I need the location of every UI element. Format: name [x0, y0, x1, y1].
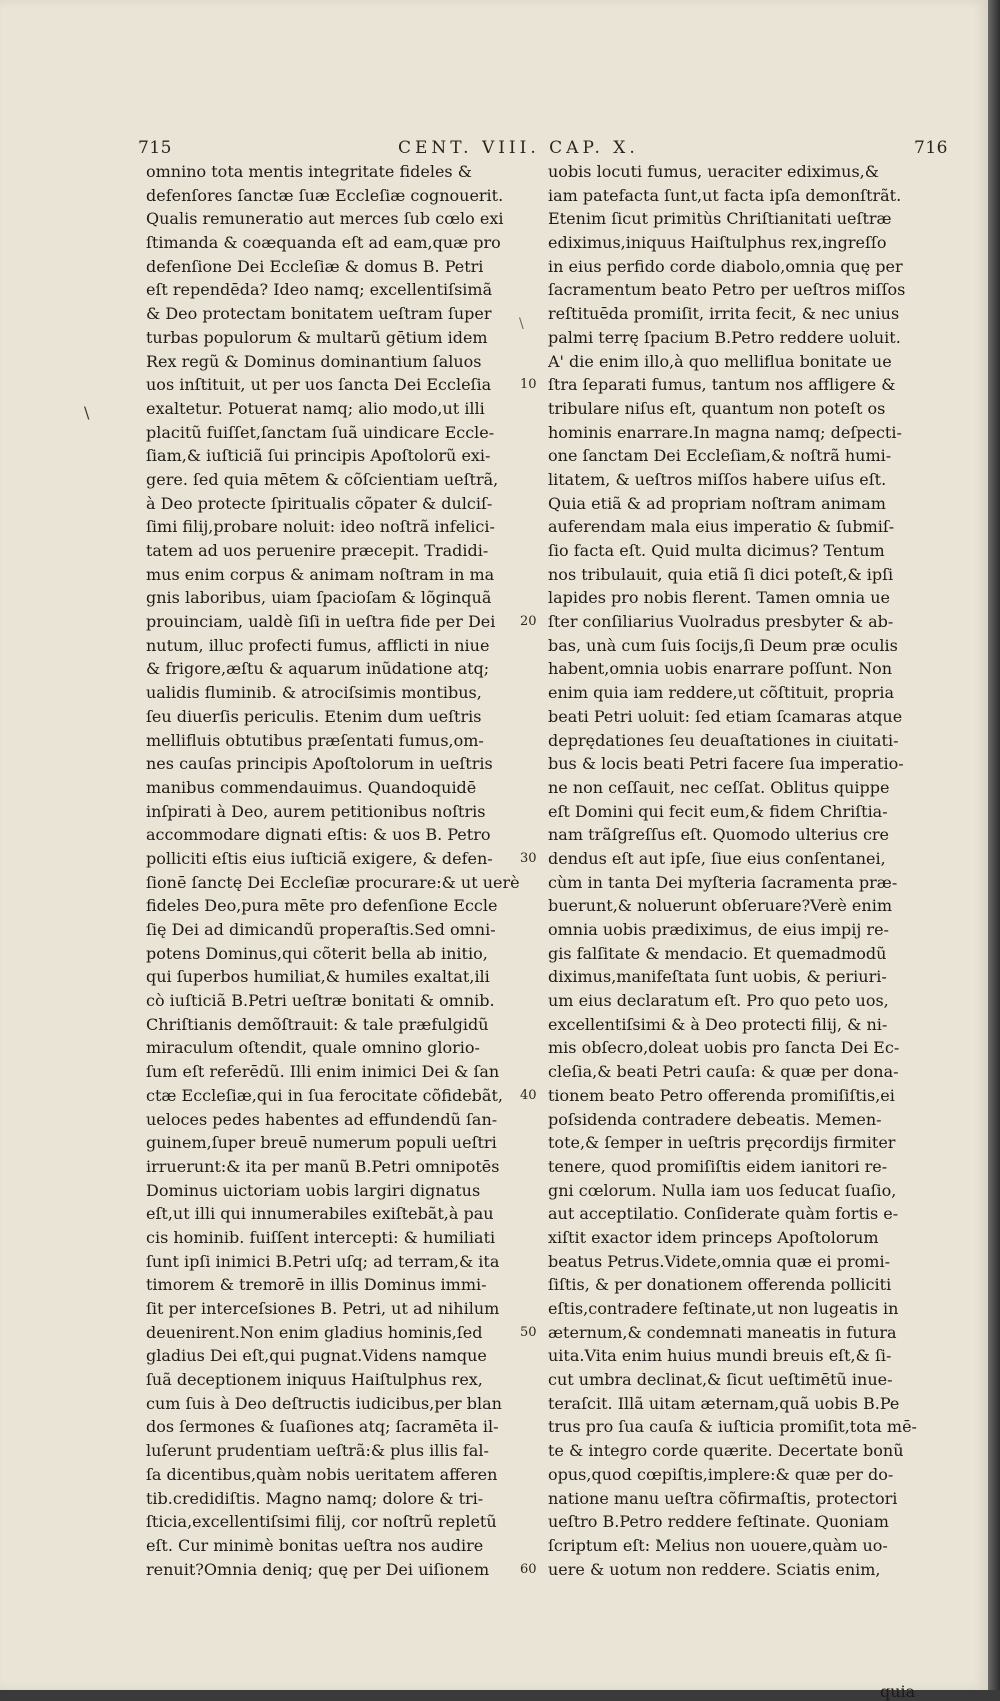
text-line: renuit?Omnia deniq; quę per Dei uiſionem — [146, 1559, 490, 1579]
catchword: quia — [880, 1682, 916, 1701]
text-line: Dominus uictoriam uobis largiri dignatus — [146, 1180, 481, 1200]
chapter-heading: CENT. VIII. CAP. X. — [398, 138, 639, 158]
text-line: eſtis,contradere feſtinate,ut non lugeatis in — [548, 1299, 899, 1318]
text-line: prouinciam, ualdè ſiſi in ueſtra fide per Dei — [146, 612, 496, 632]
text-line: & Deo protectam bonitatem ueſtram ſuper — [146, 304, 492, 324]
text-line: ſunt ipſi inimici B.Petri uſq; ad terram,& ita — [146, 1251, 500, 1271]
text-line: tribulare niſus eſt, quantum non poteſt os — [548, 398, 886, 418]
text-line: ſeu diuerſis periculis. Etenim dum ueſtris — [146, 706, 482, 726]
text-line: mus enim corpus & animam noſtram in ma — [146, 564, 495, 584]
text-line: guinem,ſuper breuē numerum populi ueſtri — [146, 1133, 497, 1153]
text-line: litatem, & ueſtros miſſos habere uiſus eſt. — [548, 469, 887, 489]
text-line: nam trãſgreſſus eſt. Quomodo ulterius cre — [548, 825, 890, 845]
text-line: cò iuſticiã B.Petri ueſtræ bonitati & omnib. — [146, 991, 495, 1011]
text-line: nos tribulauit, quia etiã ſi dici poteſt,& ipſi — [548, 564, 894, 584]
text-line: excellentiſsimi & à Deo protecti filij, & ni- — [548, 1014, 888, 1034]
text-line: ſtimanda & coæquanda eſt ad eam,quæ pro — [146, 233, 501, 253]
page-number-right: 716 — [914, 138, 948, 158]
page-number-left: 715 — [138, 138, 172, 158]
text-line: enim quia iam reddere,ut cõſtituit, propria — [548, 683, 895, 703]
text-line: ſię Dei ad dimicandũ properaſtis.Sed omni- — [146, 920, 496, 939]
text-line: ſimi filij,probare noluit: ideo noſtrã infelici- — [146, 517, 495, 537]
text-line: ediximus,iniquus Haiſtulphus rex,ingreſſo — [548, 233, 887, 253]
text-line: buerunt,& noluerunt obſeruare?Verè enim — [548, 896, 892, 916]
text-line: iam patefacta ſunt,ut facta ipſa demonſtrãt. — [548, 185, 902, 205]
text-line: gere. ſed quia mētem & cõſcientiam ueſtrã, — [146, 469, 499, 489]
text-line: beatus Petrus.Videte,omnia quæ ei promi- — [548, 1251, 890, 1271]
text-line: inſpirati à Deo, aurem petitionibus noſtris — [146, 801, 486, 821]
text-line: ſcriptum eſt: Melius non uouere,quàm uo- — [548, 1535, 888, 1555]
text-line: A' die enim illo,à quo melliflua bonitate ue — [548, 351, 892, 371]
text-line: gnis laboribus, uiam ſpacioſam & lõginquã — [146, 588, 492, 608]
text-line: beati Petri uoluit: ſed etiam ſcamaras atque — [548, 706, 903, 726]
text-line: cum ſuis à Deo deſtructis iudicibus,per blan — [146, 1393, 502, 1413]
line-number: 10 — [520, 377, 537, 393]
text-line: luſerunt prudentiam ueſtrã:& plus illis fal- — [146, 1441, 489, 1461]
line-number: 30 — [520, 851, 537, 867]
text-line: bas, unà cum ſuis ſocijs,ſi Deum præ oculis — [548, 635, 898, 655]
text-line: eſt,ut illi qui innumerabiles exiſtebãt,à pau — [146, 1204, 494, 1224]
text-line: cleſia,& beati Petri cauſa: & quæ per dona- — [548, 1062, 899, 1082]
text-line: ualidis fluminib. & atrociſsimis montibus, — [146, 683, 482, 703]
text-line: Rex regũ & Dominus dominantium ſaluos — [146, 351, 482, 371]
text-line: nes cauſas principis Apoſtolorum in ueſtris — [146, 754, 493, 774]
text-column-left — [146, 160, 524, 1581]
margin-tick: \ — [519, 316, 524, 332]
line-number: 20 — [520, 614, 537, 630]
text-line: à Deo protecte ſpiritualis cõpater & dulciſ- — [146, 493, 493, 513]
text-line: defenſione Dei Eccleſiæ & domus B. Petri — [146, 256, 484, 276]
text-line: te & integro corde quærite. Decertate bonũ — [548, 1441, 904, 1461]
text-line: palmi terrę ſpacium B.Petro reddere uoluit. — [548, 327, 901, 347]
text-line: reſtituēda promiſit, irrita fecit, & nec unius — [548, 304, 900, 324]
text-line: tionem beato Petro offerenda promiſiſtis,ei — [548, 1085, 895, 1105]
line-number: 50 — [520, 1325, 537, 1341]
text-line: uobis locuti fumus, ueraciter ediximus,& — [548, 162, 879, 181]
text-line: one ſanctam Dei Eccleſiam,& noſtrã humi- — [548, 446, 892, 466]
text-line: deprędationes ſeu deuaſtationes in ciuitati- — [548, 730, 899, 750]
text-line: timorem & tremorē in illis Dominus immi- — [146, 1275, 487, 1295]
text-line: turbas populorum & multarũ gētium idem — [146, 327, 488, 347]
text-line: habent,omnia uobis enarrare poſſunt. Non — [548, 659, 893, 679]
text-line: cùm in tanta Dei myſteria ſacramenta præ- — [548, 872, 898, 892]
text-line: Quia etiã & ad propriam noſtram animam — [548, 493, 886, 513]
text-line: qui ſuperbos humiliat,& humiles exaltat,ili — [146, 967, 490, 987]
text-line: trus pro ſua cauſa & iuſticia promiſit,tota mē- — [548, 1417, 917, 1437]
text-line: uos inſtituit, ut per uos ſancta Dei Eccleſia — [146, 375, 492, 395]
text-line: ctæ Eccleſiæ,qui in ſua ferocitate cõfidebãt, — [146, 1085, 503, 1105]
text-line: ſtra ſeparati fumus, tantum nos affligere & — [548, 375, 896, 395]
text-line: ſionē ſanctę Dei Eccleſiæ procurare:& ut uerè — [146, 872, 520, 892]
text-line: æternum,& condemnati maneatis in futura — [548, 1322, 897, 1342]
line-number: 60 — [520, 1562, 537, 1578]
text-line: teraſcit. Illã uitam æternam,quã uobis B.Pe — [548, 1393, 900, 1413]
text-line: accommodare dignati eſtis: & uos B. Petro — [146, 825, 491, 845]
text-line: ſum eſt referēdũ. Illi enim inimici Dei & ſan — [146, 1062, 500, 1082]
text-line: manibus commendauimus. Quandoquidē — [146, 777, 477, 797]
text-line: omnino tota mentis integritate fideles & — [146, 162, 472, 181]
text-line: placitũ fuiſſet,ſanctam ſuã uindicare Eccle- — [146, 422, 495, 442]
text-line: polliciti eſtis eius iuſticiã exigere, & defen- — [146, 848, 493, 868]
text-line: ſio facta eſt. Quid multa dicimus? Tentum — [548, 541, 885, 560]
text-line: ſuã deceptionem iniquus Haiſtulphus rex, — [146, 1370, 483, 1390]
text-line: miraculum oſtendit, quale omnino glorio- — [146, 1038, 480, 1058]
text-line: defenſores ſanctæ ſuæ Eccleſiæ cognouerit. — [146, 185, 504, 205]
text-line: opus,quod cœpiſtis,implere:& quæ per do- — [548, 1464, 894, 1484]
text-line: tenere, quod promiſiſtis eidem ianitori re- — [548, 1156, 888, 1176]
text-line: eſt rependēda? Ideo namq; excellentiſsimã — [146, 280, 493, 300]
text-line: eſt. Cur minimè bonitas ueſtra nos audire — [146, 1535, 484, 1555]
text-line: dendus eſt aut ipſe, ſiue eius conſentanei, — [548, 848, 886, 868]
text-line: ſit per interceſsiones B. Petri, ut ad nihilum — [146, 1299, 500, 1318]
text-line: hominis enarrare.In magna namq; deſpecti- — [548, 422, 902, 442]
text-line: mis obſecro,doleat uobis pro ſancta Dei Ec- — [548, 1038, 900, 1058]
text-line: omnia uobis prædiximus, de eius impij re- — [548, 920, 889, 939]
text-line: tote,& ſemper in ueſtris pręcordijs firmiter — [548, 1133, 896, 1153]
text-line: ſiſtis, & per donationem offerenda polliciti — [548, 1275, 892, 1295]
text-line: in eius perfido corde diabolo,omnia quę per — [548, 256, 903, 276]
text-line: tatem ad uos peruenire præcepit. Tradidi- — [146, 541, 489, 560]
text-line: poſsidenda contradere debeatis. Memen- — [548, 1109, 882, 1129]
running-head — [138, 138, 948, 162]
text-line: irruerunt:& ita per manũ B.Petri omnipotēs — [146, 1156, 500, 1176]
text-line: gni cœlorum. Nulla iam uos ſeducat ſuaſio, — [548, 1180, 897, 1200]
margin-mark: \ — [84, 403, 90, 422]
text-line: cut umbra declinat,& ſicut ueſtimētũ inue- — [548, 1370, 893, 1390]
text-line: Chriſtianis demõſtrauit: & tale præfulgidũ — [146, 1014, 489, 1034]
text-line: natione manu ueſtra cõfirmaſtis, protectori — [548, 1488, 898, 1508]
text-line: gis falſitate & mendacio. Et quemadmodũ — [548, 943, 887, 963]
text-line: auferendam mala eius imperatio & ſubmiſ- — [548, 517, 895, 537]
text-line: deuenirent.Non enim gladius hominis,ſed — [146, 1322, 483, 1342]
text-line: bus & locis beati Petri facere ſua imperatio- — [548, 754, 904, 774]
text-line: Etenim ſicut primitùs Chriſtianitati ueſtræ — [548, 209, 892, 229]
text-line: diximus,manifeſtata ſunt uobis, & periuri- — [548, 967, 887, 987]
text-line: cis hominib. fuiſſent intercepti: & humiliati — [146, 1227, 496, 1247]
text-line: ſacramentum beato Petro per ueſtros miſſos — [548, 280, 906, 300]
text-line: ſa dicentibus,quàm nobis ueritatem afferen — [146, 1464, 498, 1484]
text-line: uita.Vita enim huius mundi breuis eſt,& ſi- — [548, 1346, 892, 1366]
text-line: & frigore,æſtu & aquarum inũdatione atq; — [146, 659, 490, 679]
text-line: um eius declaratum eſt. Pro quo peto uos, — [548, 991, 889, 1011]
text-line: exaltetur. Potuerat namq; alio modo,ut illi — [146, 398, 485, 418]
text-line: ſticia,excellentiſsimi filij, cor noſtrũ repletũ — [146, 1512, 497, 1532]
text-line: uere & uotum non reddere. Sciatis enim, — [548, 1559, 881, 1579]
text-line: fideles Deo,pura mēte pro defenſione Eccle — [146, 896, 498, 916]
text-line: potens Dominus,qui cõterit bella ab initio, — [146, 943, 488, 963]
text-line: mellifluis obtutibus præſentati fumus,om- — [146, 730, 484, 750]
text-line: xiſtit exactor idem princeps Apoſtolorum — [548, 1227, 879, 1247]
text-line: ueſtro B.Petro reddere feſtinate. Quoniam — [548, 1512, 889, 1532]
text-line: ſter conſiliarius Vuolradus presbyter & ab- — [548, 612, 894, 632]
text-line: nutum, illuc profecti fumus, afflicti in niue — [146, 635, 490, 655]
text-line: eſt Domini qui fecit eum,& fidem Chriſtia- — [548, 801, 888, 821]
page-edge-shadow — [988, 0, 1000, 1690]
text-line: ueloces pedes habentes ad effundendũ ſan- — [146, 1109, 498, 1129]
line-number: 40 — [520, 1088, 537, 1104]
text-line: Qualis remuneratio aut merces ſub cœlo exi — [146, 209, 504, 229]
text-line: aut acceptilatio. Conſiderate quàm fortis e- — [548, 1204, 899, 1224]
text-column-right — [548, 160, 920, 1581]
text-line: ſiam,& iuſticiã ſui principis Apoſtolorũ exi- — [146, 446, 491, 466]
text-line: dos ſermones & ſuaſiones atq; ſacramēta il- — [146, 1417, 499, 1437]
text-line: gladius Dei eſt,qui pugnat.Videns namque — [146, 1346, 487, 1366]
text-line: ne non ceſſauit, nec ceſſat. Oblitus quippe — [548, 777, 890, 797]
text-line: lapides pro nobis flerent. Tamen omnia ue — [548, 588, 891, 608]
text-line: tib.credidiſtis. Magno namq; dolore & tri- — [146, 1488, 484, 1508]
